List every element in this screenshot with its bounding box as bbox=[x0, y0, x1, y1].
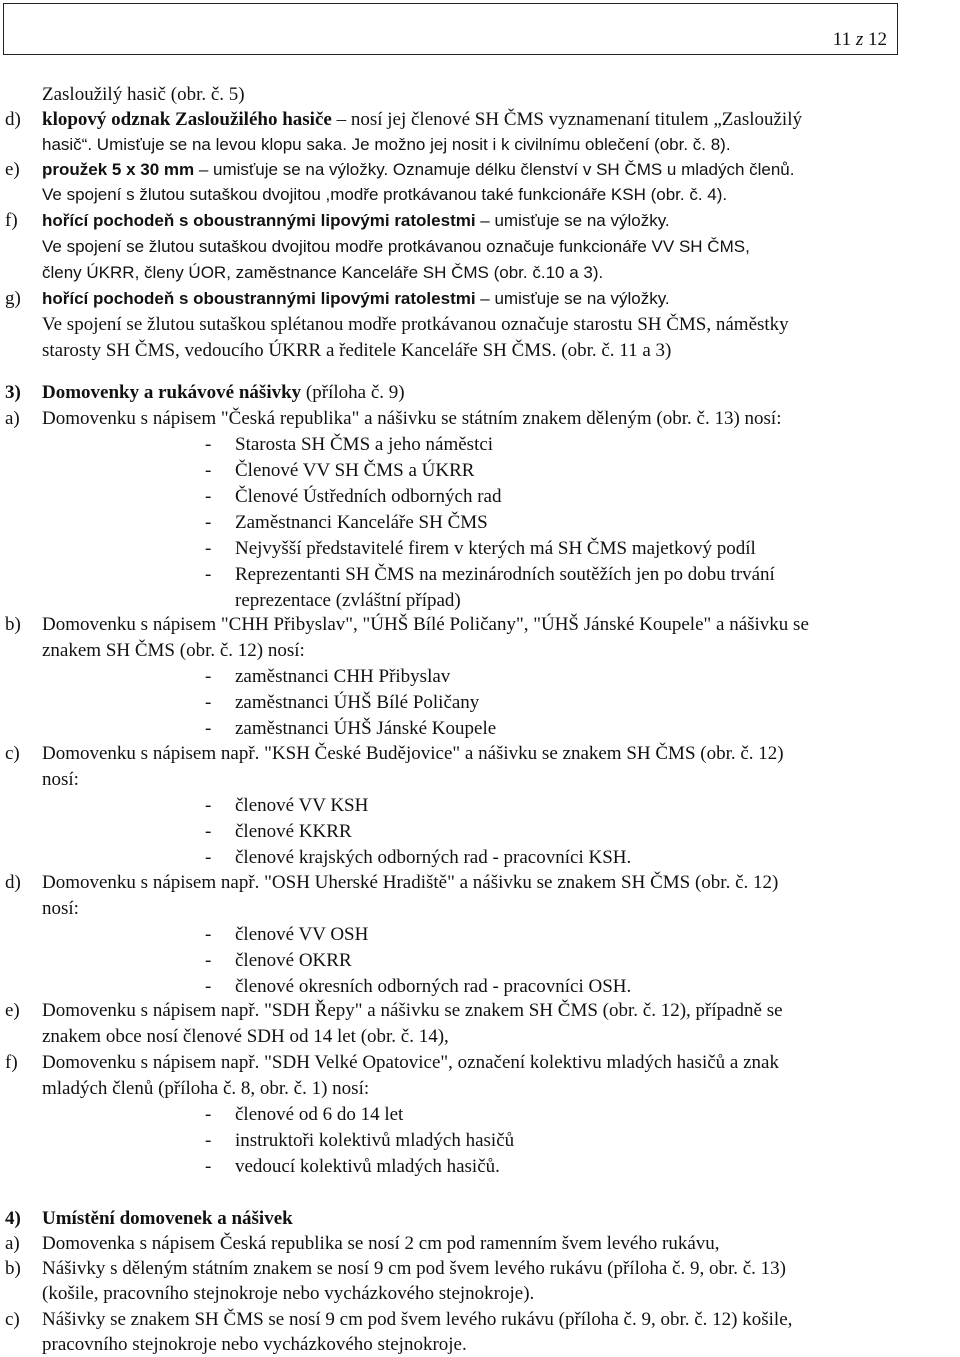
list-item: Členové Ústředních odborných rad bbox=[235, 486, 502, 507]
list-item: členové VV KSH bbox=[235, 795, 369, 816]
list-item: instruktoři kolektivů mladých hasičů bbox=[235, 1130, 515, 1151]
text-line: členy ÚKRR, členy ÚOR, zaměstnance Kanceláře SH ČMS (obr. č.10 a 3). bbox=[42, 263, 604, 282]
list-item: Zaměstnanci Kanceláře SH ČMS bbox=[235, 512, 488, 533]
item-e-text: proužek 5 x 30 mm – umisťuje se na výložky. Oznamuje délku členství v SH ČMS u mladých členů. bbox=[42, 160, 795, 179]
list-item: členové od 6 do 14 let bbox=[235, 1104, 404, 1125]
item-f-text: hořící pochodeň s oboustrannými lipovými ratolestmi – umisťuje se na výložky. bbox=[42, 211, 670, 230]
text-line: (košile, pracovního stejnokroje nebo vycházkového stejnokroje). bbox=[42, 1283, 535, 1304]
text-line: znakem obce nosí členové SDH od 14 let (obr. č. 14), bbox=[42, 1026, 449, 1047]
list-dash: - bbox=[205, 434, 212, 455]
list-item: Nejvyšší představitelé firem v kterých má SH ČMS majetkový podíl bbox=[235, 538, 756, 559]
list-item: členové KKRR bbox=[235, 821, 352, 842]
text-line: Domovenku s nápisem např. "SDH Řepy" a nášivku se znakem SH ČMS (obr. č. 12), případně se bbox=[42, 1000, 783, 1021]
list-item: vedoucí kolektivů mladých hasičů. bbox=[235, 1156, 500, 1177]
list-item: členové krajských odborných rad - pracovníci KSH. bbox=[235, 847, 632, 868]
text-line: Domovenku s nápisem např. "OSH Uherské Hradiště" a nášivku se znakem SH ČMS (obr. č. 12) bbox=[42, 872, 779, 893]
list-item: Členové VV SH ČMS a ÚKRR bbox=[235, 460, 475, 481]
list-dash: - bbox=[205, 1104, 212, 1125]
list-item: zaměstnanci ÚHŠ Bílé Poličany bbox=[235, 692, 480, 713]
text-line: pracovního stejnokroje nebo vycházkového stejnokroje. bbox=[42, 1334, 467, 1355]
page-header-box bbox=[3, 3, 898, 55]
list-dash: - bbox=[205, 924, 212, 945]
list-item: členové okresních odborných rad - pracovníci OSH. bbox=[235, 976, 632, 997]
section-title: Umístění domovenek a nášivek bbox=[42, 1208, 293, 1229]
list-dash: - bbox=[205, 460, 212, 481]
list-item: členové VV OSH bbox=[235, 924, 369, 945]
item-label: b) bbox=[5, 1258, 21, 1279]
text-line: Domovenku s nápisem "Česká republika" a nášivku se státním znakem děleným (obr. č. 13) nosí: bbox=[42, 408, 782, 429]
list-item: Starosta SH ČMS a jeho náměstci bbox=[235, 434, 494, 455]
section-number: 4) bbox=[5, 1208, 21, 1229]
text-line: starosty SH ČMS, vedoucího ÚKRR a ředitele Kanceláře SH ČMS. (obr. č. 11 a 3) bbox=[42, 340, 672, 361]
item-label: f) bbox=[5, 210, 18, 231]
list-dash: - bbox=[205, 1156, 212, 1177]
list-dash: - bbox=[205, 718, 212, 739]
list-dash: - bbox=[205, 950, 212, 971]
text-line: Nášivky se znakem SH ČMS se nosí 9 cm pod švem levého rukávu (příloha č. 9, obr. č. 12) košile, bbox=[42, 1309, 793, 1330]
list-dash: - bbox=[205, 795, 212, 816]
list-dash: - bbox=[205, 486, 212, 507]
list-dash: - bbox=[205, 666, 212, 687]
section-number: 3) bbox=[5, 382, 21, 403]
text-line: znakem SH ČMS (obr. č. 12) nosí: bbox=[42, 640, 305, 661]
page-number: 11 z 12 bbox=[832, 29, 887, 50]
item-label: f) bbox=[5, 1052, 18, 1073]
list-item: zaměstnanci CHH Přibyslav bbox=[235, 666, 451, 687]
list-dash: - bbox=[205, 821, 212, 842]
text-line: Ve spojení se žlutou sutaškou splétanou modře protkávanou označuje starostu SH ČMS, náměstky bbox=[42, 314, 789, 335]
text-line: Domovenku s nápisem např. "KSH České Budějovice" a nášivku se znakem SH ČMS (obr. č. 12) bbox=[42, 743, 784, 764]
list-item: Reprezentanti SH ČMS na mezinárodních soutěžích jen po dobu trvání bbox=[235, 564, 775, 585]
item-label: b) bbox=[5, 614, 21, 635]
list-dash: - bbox=[205, 1130, 212, 1151]
text-line: nosí: bbox=[42, 898, 79, 919]
list-item: zaměstnanci ÚHŠ Jánské Koupele bbox=[235, 718, 497, 739]
item-label: d) bbox=[5, 872, 21, 893]
list-dash: - bbox=[205, 692, 212, 713]
text-line: hasič“. Umisťuje se na levou klopu saka. Je možno jej nosit i k civilnímu oblečení (obr. č. 8). bbox=[42, 135, 731, 154]
text-line: nosí: bbox=[42, 769, 79, 790]
text-line: Zasloužilý hasič (obr. č. 5) bbox=[42, 84, 245, 105]
text-line: Domovenku s nápisem např. "SDH Velké Opatovice", označení kolektivu mladých hasičů a znak bbox=[42, 1052, 779, 1073]
list-dash: - bbox=[205, 564, 212, 585]
item-d-text: klopový odznak Zasloužilého hasiče – nosí jej členové SH ČMS vyznamenaní titulem „Zasloužilý bbox=[42, 109, 802, 130]
item-label: a) bbox=[5, 1233, 20, 1254]
section-title: Domovenky a rukávové nášivky (příloha č. 9) bbox=[42, 382, 405, 403]
text-line: Ve spojení se žlutou sutaškou dvojitou modře protkávanou označuje funkcionáře VV SH ČMS, bbox=[42, 237, 750, 256]
text-line: Ve spojení s žlutou sutaškou dvojitou ,modře protkávanou také funkcionáře KSH (obr. č. 4). bbox=[42, 185, 728, 204]
text-line: mladých členů (příloha č. 8, obr. č. 1) nosí: bbox=[42, 1078, 370, 1099]
item-label: e) bbox=[5, 1000, 20, 1021]
list-dash: - bbox=[205, 512, 212, 533]
list-dash: - bbox=[205, 538, 212, 559]
text-line: Nášivky s děleným státním znakem se nosí 9 cm pod švem levého rukávu (příloha č. 9, obr. č. 13) bbox=[42, 1258, 787, 1279]
item-label: g) bbox=[5, 288, 21, 309]
item-label: c) bbox=[5, 743, 20, 764]
item-label: e) bbox=[5, 159, 20, 180]
list-dash: - bbox=[205, 847, 212, 868]
list-item-continuation: reprezentace (zvláštní případ) bbox=[235, 590, 461, 611]
text-line: Domovenka s nápisem Česká republika se nosí 2 cm pod ramenním švem levého rukávu, bbox=[42, 1233, 720, 1254]
text-line: Domovenku s nápisem "CHH Přibyslav", "ÚHŠ Bílé Poličany", "ÚHŠ Jánské Koupele" a nášivku se bbox=[42, 614, 809, 635]
item-g-text: hořící pochodeň s oboustrannými lipovými ratolestmi – umisťuje se na výložky. bbox=[42, 289, 670, 308]
list-dash: - bbox=[205, 976, 212, 997]
list-item: členové OKRR bbox=[235, 950, 352, 971]
item-label: c) bbox=[5, 1309, 20, 1330]
item-label: a) bbox=[5, 408, 20, 429]
item-label: d) bbox=[5, 109, 21, 130]
